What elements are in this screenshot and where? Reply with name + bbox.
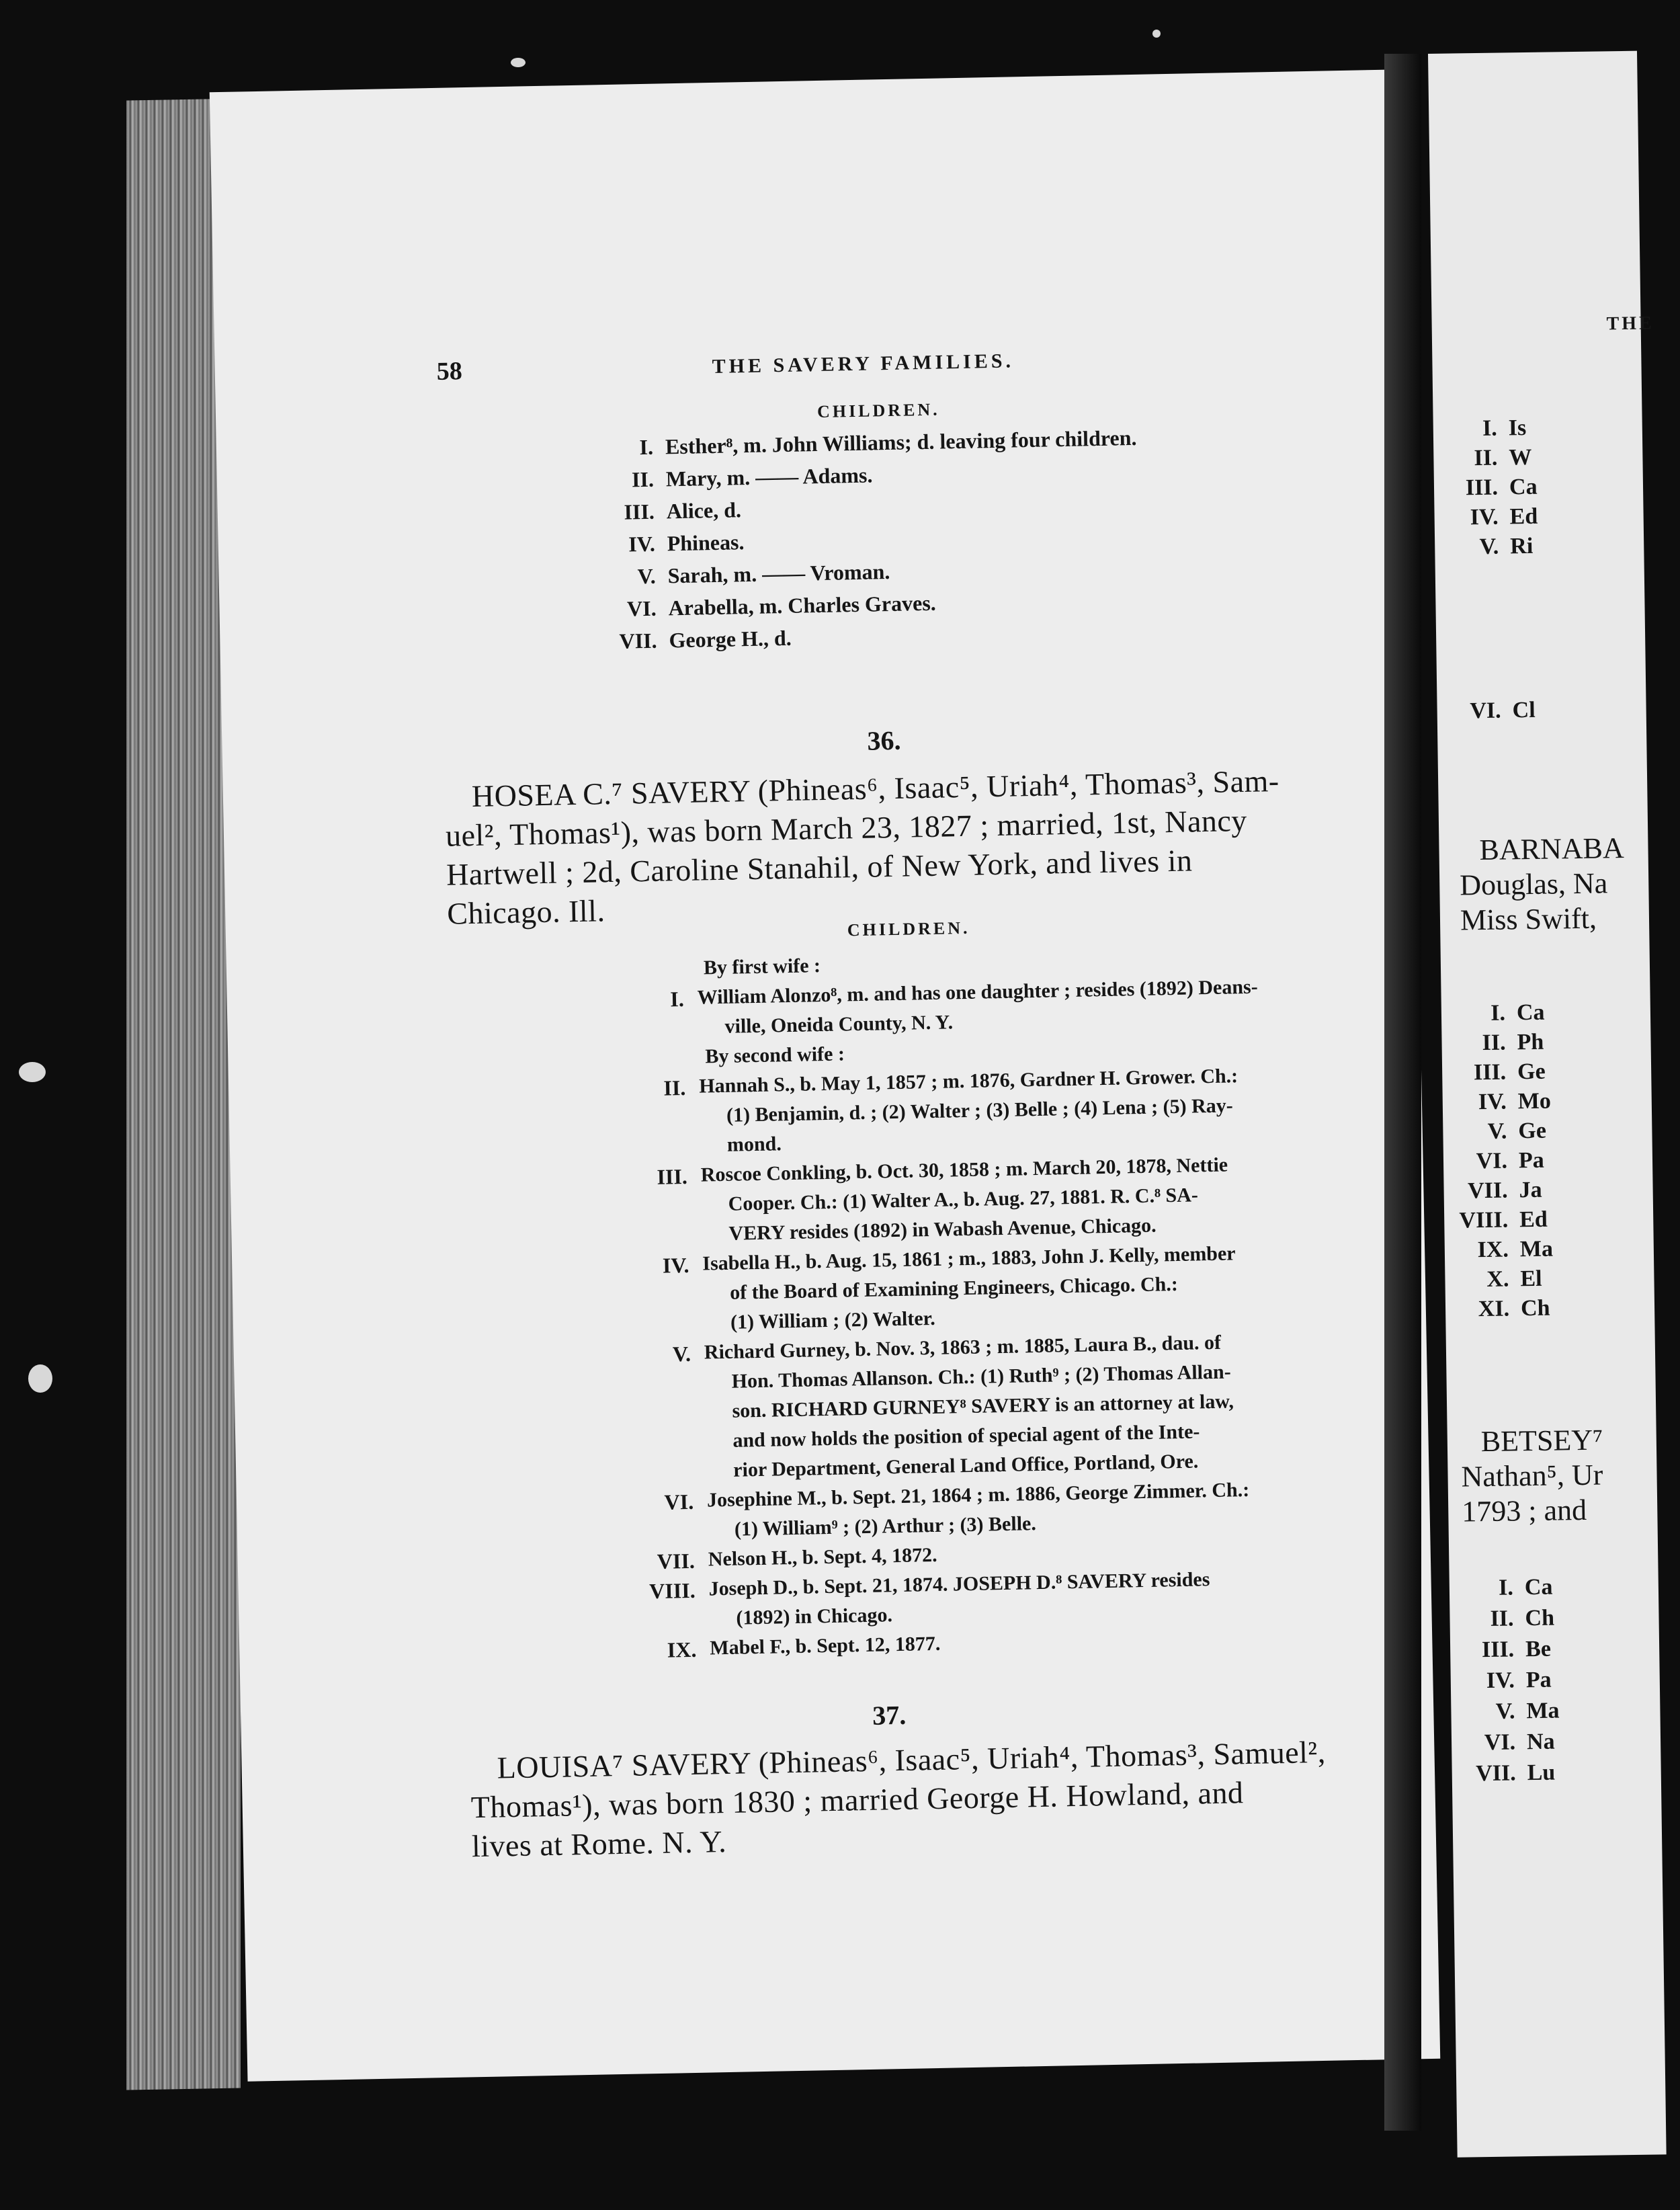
child-numeral: VIII. bbox=[1459, 1207, 1509, 1233]
child-entry-fragment: Lu bbox=[1527, 1760, 1556, 1786]
child-numeral: V. bbox=[1487, 1118, 1507, 1144]
child-entry-fragment: Cl bbox=[1512, 697, 1536, 723]
child-entry: Josephine M., b. Sept. 21, 1864 ; m. 1886, George Zimmer. Ch.: bbox=[706, 1478, 1250, 1512]
child-entry: Esther⁸, m. John Williams; d. leaving four children. bbox=[665, 425, 1137, 459]
child-entry-fragment: Ph bbox=[1517, 1029, 1544, 1055]
child-entry: (1) Benjamin, d. ; (2) Walter ; (3) Belle ; (4) Lena ; (5) Ray- bbox=[726, 1094, 1234, 1127]
child-entry-fragment: Be bbox=[1525, 1636, 1552, 1662]
child-entry-fragment: Na bbox=[1526, 1729, 1555, 1755]
child-entry: Hon. Thomas Allanson. Ch.: (1) Ruth⁹ ; (2) Thomas Allan- bbox=[731, 1360, 1231, 1393]
child-entry: Joseph D., b. Sept. 21, 1874. JOSEPH D.⁸ SAVERY resides bbox=[708, 1568, 1210, 1600]
child-numeral: IV. bbox=[1478, 1089, 1507, 1115]
child-numeral: VII. bbox=[1475, 1760, 1516, 1787]
paragraph-fragment: BETSEY⁷ bbox=[1480, 1423, 1603, 1459]
paragraph-fragment: 1793 ; and bbox=[1461, 1493, 1587, 1528]
child-entry: Nelson H., b. Sept. 4, 1872. bbox=[708, 1543, 937, 1571]
right-page bbox=[1428, 51, 1667, 2158]
child-entry: Arabella, m. Charles Graves. bbox=[668, 590, 937, 620]
child-numeral: V. bbox=[672, 1341, 691, 1366]
child-numeral: I. bbox=[1498, 1575, 1514, 1600]
child-entry: Richard Gurney, b. Nov. 3, 1863 ; m. 1885, Laura B., dau. of bbox=[704, 1331, 1222, 1364]
child-numeral: II. bbox=[1482, 1030, 1506, 1056]
right-running-title: THE bbox=[1606, 313, 1654, 335]
child-numeral: IV. bbox=[1486, 1668, 1515, 1694]
child-numeral: VII. bbox=[1467, 1178, 1508, 1204]
child-numeral: IX. bbox=[1477, 1237, 1509, 1263]
child-entry-fragment: W bbox=[1509, 444, 1532, 470]
child-numeral: III. bbox=[1465, 475, 1499, 501]
child-numeral: XI. bbox=[1478, 1296, 1510, 1322]
child-numeral: II. bbox=[631, 466, 655, 492]
child-entry: of the Board of Examining Engineers, Chicago. Ch.: bbox=[729, 1272, 1179, 1304]
child-numeral: X. bbox=[1486, 1266, 1509, 1292]
child-numeral: III. bbox=[624, 499, 655, 524]
child-entry-fragment: Ca bbox=[1524, 1574, 1553, 1600]
child-entry: George H., d. bbox=[669, 625, 792, 653]
child-entry-fragment: El bbox=[1520, 1266, 1542, 1292]
child-numeral: I. bbox=[1482, 415, 1498, 441]
paragraph-fragment: BARNABA bbox=[1479, 831, 1625, 867]
child-entry: mond. bbox=[726, 1133, 782, 1156]
child-numeral: VIII. bbox=[648, 1578, 696, 1604]
child-entry-fragment: Mo bbox=[1517, 1088, 1552, 1114]
child-numeral: VII. bbox=[657, 1548, 696, 1573]
child-entry: (1892) in Chicago. bbox=[736, 1604, 893, 1629]
child-numeral: IV. bbox=[662, 1252, 689, 1278]
child-entry-fragment: Ed bbox=[1519, 1206, 1548, 1233]
child-entry-fragment: Ri bbox=[1509, 533, 1534, 559]
subheading: By second wife : bbox=[705, 1042, 845, 1068]
child-entry: Phineas. bbox=[667, 530, 745, 556]
left-page bbox=[210, 69, 1440, 2082]
child-entry: (1) William⁹ ; (2) Arthur ; (3) Belle. bbox=[734, 1512, 1037, 1541]
paragraph-line: uel², Thomas¹), was born March 23, 1827 ; married, 1st, Nancy bbox=[445, 803, 1248, 853]
child-numeral: VI. bbox=[626, 596, 657, 621]
child-entry: Alice, d. bbox=[666, 497, 742, 524]
running-head bbox=[214, 338, 1408, 401]
child-numeral: VI. bbox=[664, 1489, 694, 1514]
child-entry: son. RICHARD GURNEY⁸ SAVERY is an attorney at law, bbox=[732, 1390, 1234, 1422]
child-entry: Sarah, m. —— Vroman. bbox=[667, 559, 890, 588]
child-entry-fragment: Ca bbox=[1516, 999, 1545, 1026]
child-entry: VERY resides (1892) in Wabash Avenue, Chicago. bbox=[728, 1214, 1157, 1245]
dust-speck bbox=[511, 58, 526, 67]
paragraph-line: Thomas¹), was born 1830 ; married George H. Howland, and bbox=[470, 1775, 1244, 1825]
child-numeral: V. bbox=[1479, 534, 1499, 560]
dust-speck bbox=[1152, 30, 1161, 38]
child-entry-fragment: Is bbox=[1508, 415, 1527, 441]
running-title: THE SAVERY FAMILIES. bbox=[712, 350, 1015, 378]
child-numeral: I. bbox=[669, 987, 685, 1012]
child-entry-fragment: Ma bbox=[1519, 1236, 1554, 1262]
child-entry-fragment: Ch bbox=[1520, 1295, 1550, 1321]
dust-speck bbox=[28, 1364, 52, 1393]
paragraph-line: lives at Rome. N. Y. bbox=[471, 1824, 727, 1864]
child-numeral: V. bbox=[1495, 1699, 1515, 1724]
paragraph-line: Hartwell ; 2d, Caroline Stanahil, of New York, and lives in bbox=[446, 843, 1193, 892]
paragraph-line: HOSEA C.⁷ SAVERY (Phineas⁶, Isaac⁵, Uriah⁴, Thomas³, Sam- bbox=[471, 763, 1280, 814]
child-entry: (1) William ; (2) Walter. bbox=[730, 1307, 935, 1334]
paragraph-fragment: Douglas, Na bbox=[1459, 866, 1608, 902]
child-entry-fragment: Ja bbox=[1519, 1177, 1542, 1203]
child-entry-fragment: Ed bbox=[1509, 503, 1538, 530]
child-numeral: III. bbox=[1481, 1637, 1515, 1663]
child-numeral: III. bbox=[1473, 1059, 1507, 1086]
child-entry: Isabella H., b. Aug. 15, 1861 ; m., 1883, John J. Kelly, member bbox=[702, 1242, 1236, 1275]
children-heading-36: CHILDREN. bbox=[847, 917, 970, 940]
book-gutter bbox=[1384, 54, 1421, 2131]
child-numeral: II. bbox=[663, 1075, 686, 1100]
dust-speck bbox=[19, 1062, 46, 1082]
child-entry-fragment: Ge bbox=[1517, 1059, 1546, 1085]
child-numeral: IX. bbox=[667, 1637, 697, 1662]
child-entry: Mabel F., b. Sept. 12, 1877. bbox=[710, 1632, 941, 1660]
child-entry-fragment: Pa bbox=[1518, 1147, 1545, 1174]
paragraph-line: LOUISA⁷ SAVERY (Phineas⁶, Isaac⁵, Uriah⁴, Thomas³, Samuel², bbox=[497, 1734, 1327, 1785]
paragraph-fragment: Nathan⁵, Ur bbox=[1461, 1458, 1603, 1493]
child-numeral: VI. bbox=[1470, 698, 1501, 724]
child-numeral: VI. bbox=[1476, 1148, 1508, 1174]
subheading: By first wife : bbox=[703, 954, 821, 979]
entry-number-37: 37. bbox=[872, 1699, 907, 1731]
children-heading: CHILDREN. bbox=[816, 399, 940, 422]
child-entry-fragment: Ge bbox=[1518, 1118, 1547, 1144]
child-entry: Roscoe Conkling, b. Oct. 30, 1858 ; m. March 20, 1878, Nettie bbox=[700, 1153, 1228, 1186]
child-numeral: II. bbox=[1474, 445, 1498, 471]
child-entry: rior Department, General Land Office, Portland, Ore. bbox=[732, 1450, 1199, 1481]
child-numeral: I. bbox=[639, 434, 654, 460]
child-entry: ville, Oneida County, N. Y. bbox=[724, 1011, 954, 1038]
paragraph-line: Chicago. Ill. bbox=[446, 893, 605, 931]
child-numeral: V. bbox=[637, 563, 657, 589]
paragraph-fragment: Miss Swift, bbox=[1460, 901, 1597, 937]
child-numeral: I. bbox=[1490, 1000, 1506, 1026]
page-number: 58 bbox=[436, 357, 463, 386]
child-entry-fragment: Ca bbox=[1509, 474, 1538, 500]
child-entry-fragment: Ma bbox=[1526, 1698, 1560, 1724]
child-entry: Mary, m. —— Adams. bbox=[665, 462, 873, 491]
child-entry: and now holds the position of special agent of the Inte- bbox=[732, 1420, 1200, 1452]
child-numeral: IV. bbox=[1470, 504, 1499, 530]
child-entry: Cooper. Ch.: (1) Walter A., b. Aug. 27, 1881. R. C.⁸ SA- bbox=[728, 1184, 1199, 1215]
child-entry-fragment: Ch bbox=[1525, 1605, 1555, 1631]
child-numeral: VI. bbox=[1484, 1729, 1516, 1756]
child-numeral: IV. bbox=[628, 531, 656, 557]
child-numeral: VII. bbox=[619, 628, 657, 653]
child-entry: William Alonzo⁸, m. and has one daughter ; resides (1892) Deans- bbox=[697, 975, 1258, 1009]
child-entry: Hannah S., b. May 1, 1857 ; m. 1876, Gardner H. Grower. Ch.: bbox=[698, 1065, 1238, 1098]
entry-number-36: 36. bbox=[867, 725, 901, 756]
child-numeral: II. bbox=[1490, 1606, 1514, 1631]
child-numeral: III. bbox=[657, 1163, 688, 1189]
child-entry-fragment: Pa bbox=[1525, 1667, 1552, 1693]
